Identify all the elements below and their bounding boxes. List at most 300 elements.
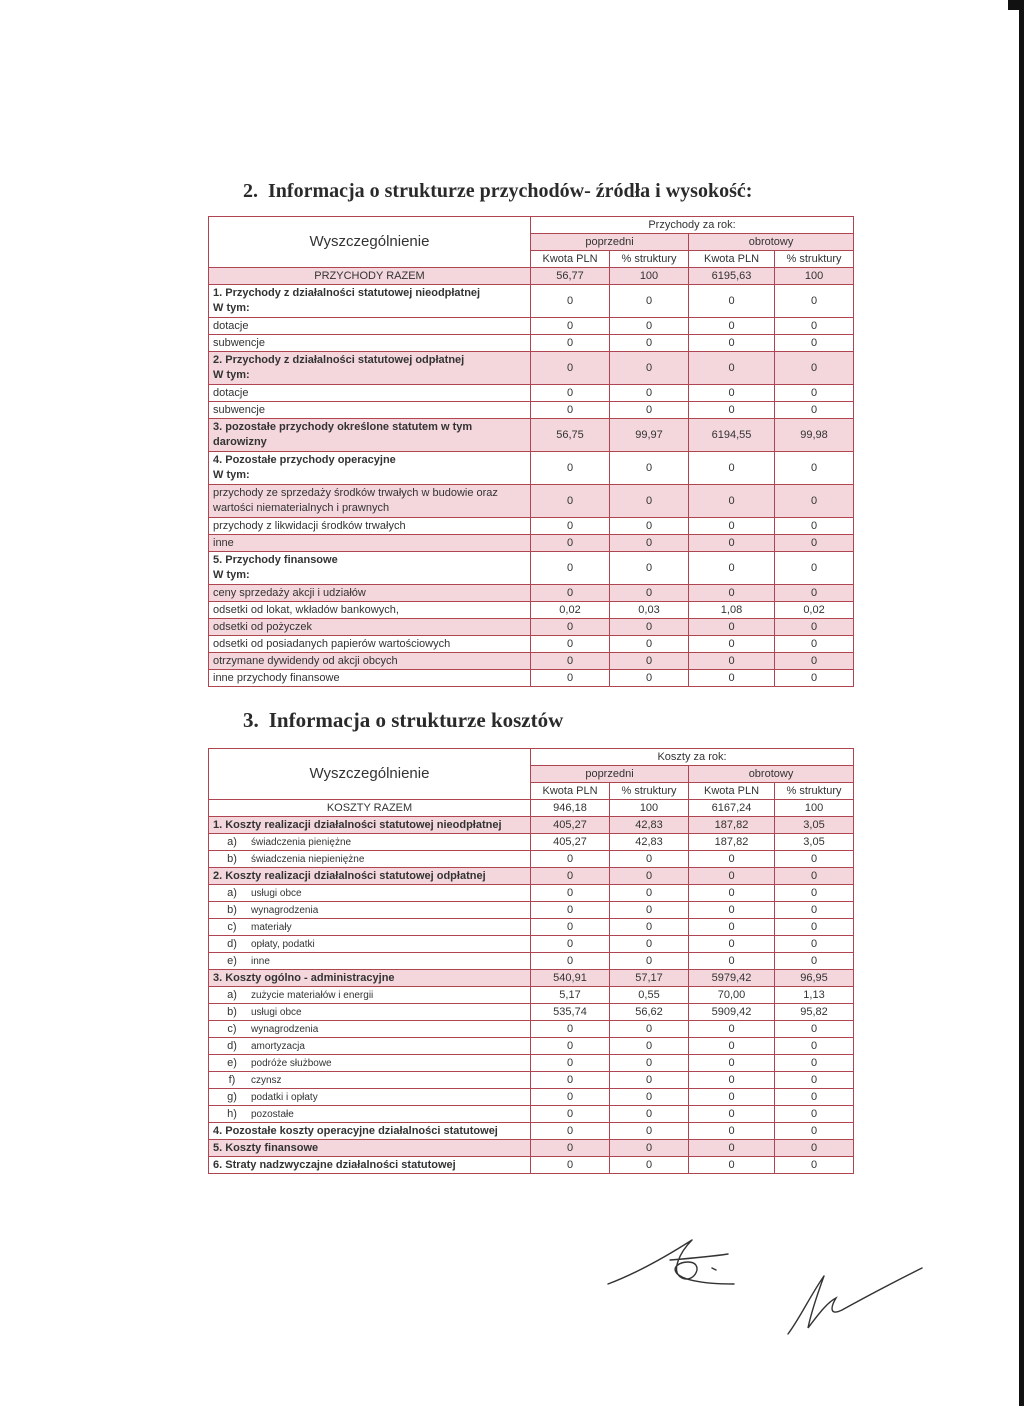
prev-amount-cell: 0 bbox=[531, 452, 610, 485]
row-label: 1. Koszty realizacji działalności statutowej nieodpłatnej bbox=[209, 817, 531, 834]
curr-amount-cell: 6195,63 bbox=[689, 268, 775, 285]
curr-pct-cell: 0 bbox=[775, 1089, 854, 1106]
row-index: d) bbox=[227, 937, 237, 950]
table-row bbox=[209, 585, 854, 602]
row-label: 4. Pozostałe koszty operacyjne działalności statutowej bbox=[209, 1123, 531, 1140]
row-label-text: usługi obce bbox=[251, 887, 302, 899]
curr-pct-cell: 0 bbox=[775, 585, 854, 602]
prev-amount-cell: 0 bbox=[531, 670, 610, 687]
curr-pct-cell: 3,05 bbox=[775, 817, 854, 834]
row-label bbox=[209, 653, 531, 670]
prev-pct-cell: 0 bbox=[610, 953, 689, 970]
table-row bbox=[209, 936, 854, 953]
table-row bbox=[209, 1123, 854, 1140]
prev-amount-cell: 0 bbox=[531, 902, 610, 919]
prev-amount-cell: 0 bbox=[531, 953, 610, 970]
table-row bbox=[209, 318, 854, 335]
row-index: h) bbox=[227, 1107, 237, 1120]
row-label-line: wartości niematerialnych i prawnych bbox=[213, 502, 390, 514]
curr-pct-cell: 96,95 bbox=[775, 970, 854, 987]
row-label bbox=[209, 619, 531, 636]
curr-amount-cell: 0 bbox=[689, 1089, 775, 1106]
prev-amount-cell: 946,18 bbox=[531, 800, 610, 817]
table-row bbox=[209, 352, 854, 385]
prev-pct-cell: 0 bbox=[610, 1089, 689, 1106]
curr-amount-cell: 0 bbox=[689, 936, 775, 953]
costs-section-heading bbox=[243, 708, 563, 733]
row-index: g) bbox=[227, 1090, 237, 1103]
prev-amount-cell: 0 bbox=[531, 1157, 610, 1174]
prev-amount-cell: 0 bbox=[531, 552, 610, 585]
prev-pct-cell: 100 bbox=[610, 268, 689, 285]
row-label bbox=[209, 834, 531, 851]
header-col-pct: % struktury bbox=[775, 251, 854, 268]
curr-amount-cell: 6194,55 bbox=[689, 419, 775, 452]
costs-structure-table bbox=[208, 748, 854, 1174]
row-label bbox=[209, 1021, 531, 1038]
row-label: 6. Straty nadzwyczajne działalności statutowej bbox=[209, 1157, 531, 1174]
row-index: e) bbox=[227, 954, 237, 967]
costs-section-number: 3. bbox=[243, 708, 259, 732]
row-label-text: wynagrodzenia bbox=[251, 904, 319, 916]
prev-pct-cell: 0 bbox=[610, 885, 689, 902]
table-row bbox=[209, 535, 854, 552]
prev-amount-cell: 0 bbox=[531, 385, 610, 402]
row-label-line: inne przychody finansowe bbox=[213, 672, 340, 684]
table-row bbox=[209, 970, 854, 987]
row-label-text: wynagrodzenia bbox=[251, 1023, 319, 1035]
row-index: c) bbox=[227, 1022, 237, 1035]
row-label bbox=[209, 1089, 531, 1106]
table-row bbox=[209, 485, 854, 518]
prev-amount-cell: 56,77 bbox=[531, 268, 610, 285]
curr-pct-cell: 0 bbox=[775, 1038, 854, 1055]
table-row bbox=[209, 800, 854, 817]
curr-pct-cell: 0 bbox=[775, 1140, 854, 1157]
curr-amount-cell: 0 bbox=[689, 485, 775, 518]
prev-pct-cell: 42,83 bbox=[610, 834, 689, 851]
curr-amount-cell: 70,00 bbox=[689, 987, 775, 1004]
curr-amount-cell: 0 bbox=[689, 619, 775, 636]
row-label bbox=[209, 602, 531, 619]
curr-amount-cell: 0 bbox=[689, 585, 775, 602]
curr-pct-cell: 0 bbox=[775, 535, 854, 552]
row-label bbox=[209, 636, 531, 653]
row-label-line: PRZYCHODY RAZEM bbox=[314, 270, 425, 282]
header-prev-year: poprzedni bbox=[531, 234, 689, 251]
curr-pct-cell: 0 bbox=[775, 619, 854, 636]
prev-amount-cell: 0 bbox=[531, 885, 610, 902]
row-label bbox=[209, 1106, 531, 1123]
row-label-line: dotacje bbox=[213, 320, 249, 332]
row-label-line: inne bbox=[213, 537, 234, 549]
prev-pct-cell: 0 bbox=[610, 902, 689, 919]
prev-pct-cell: 100 bbox=[610, 800, 689, 817]
table-row bbox=[209, 335, 854, 352]
curr-pct-cell: 0 bbox=[775, 885, 854, 902]
prev-pct-cell: 56,62 bbox=[610, 1004, 689, 1021]
curr-pct-cell: 0 bbox=[775, 953, 854, 970]
row-label-line: 1. Przychody z działalności statutowej nieodpłatnej bbox=[213, 287, 481, 299]
curr-pct-cell: 95,82 bbox=[775, 1004, 854, 1021]
row-label-text: amortyzacja bbox=[251, 1040, 305, 1052]
row-label-line: 5. Przychody finansowe bbox=[213, 554, 338, 566]
curr-amount-cell: 0 bbox=[689, 352, 775, 385]
prev-amount-cell: 0 bbox=[531, 585, 610, 602]
row-label-text: czynsz bbox=[251, 1074, 282, 1086]
prev-amount-cell: 535,74 bbox=[531, 1004, 610, 1021]
curr-amount-cell: 0 bbox=[689, 653, 775, 670]
row-label bbox=[209, 518, 531, 535]
curr-amount-cell: 0 bbox=[689, 1055, 775, 1072]
table-row bbox=[209, 670, 854, 687]
curr-pct-cell: 0 bbox=[775, 385, 854, 402]
prev-pct-cell: 57,17 bbox=[610, 970, 689, 987]
row-index: d) bbox=[227, 1039, 237, 1052]
header-row-label: Wyszczególnienie bbox=[209, 749, 531, 800]
prev-pct-cell: 0 bbox=[610, 1038, 689, 1055]
row-label-text: opłaty, podatki bbox=[251, 938, 315, 950]
curr-amount-cell: 5909,42 bbox=[689, 1004, 775, 1021]
curr-amount-cell: 0 bbox=[689, 385, 775, 402]
row-label bbox=[209, 885, 531, 902]
income-section-title: Informacja o strukturze przychodów- źródła i wysokość: bbox=[268, 180, 753, 202]
table-row bbox=[209, 868, 854, 885]
prev-amount-cell: 0 bbox=[531, 1021, 610, 1038]
prev-amount-cell: 0 bbox=[531, 285, 610, 318]
signature-1-image bbox=[600, 1232, 760, 1302]
header-group: Koszty za rok: bbox=[531, 749, 854, 766]
row-label-text: świadczenia niepieniężne bbox=[251, 853, 365, 865]
prev-amount-cell: 0 bbox=[531, 485, 610, 518]
row-label-line: dotacje bbox=[213, 387, 249, 399]
curr-amount-cell: 187,82 bbox=[689, 834, 775, 851]
row-label: 2. Koszty realizacji działalności statutowej odpłatnej bbox=[209, 868, 531, 885]
header-curr-year: obrotowy bbox=[689, 234, 854, 251]
table-row bbox=[209, 602, 854, 619]
prev-pct-cell: 0 bbox=[610, 1106, 689, 1123]
row-label-line: subwencje bbox=[213, 337, 265, 349]
curr-pct-cell: 0 bbox=[775, 936, 854, 953]
row-label bbox=[209, 936, 531, 953]
curr-amount-cell: 0 bbox=[689, 670, 775, 687]
row-label bbox=[209, 535, 531, 552]
header-col-amount: Kwota PLN bbox=[531, 783, 610, 800]
prev-pct-cell: 0 bbox=[610, 285, 689, 318]
row-label bbox=[209, 1055, 531, 1072]
prev-pct-cell: 0 bbox=[610, 936, 689, 953]
curr-pct-cell: 3,05 bbox=[775, 834, 854, 851]
prev-pct-cell: 0 bbox=[610, 868, 689, 885]
prev-pct-cell: 0 bbox=[610, 1021, 689, 1038]
signature-2-image bbox=[780, 1262, 930, 1342]
row-label-line: W tym: bbox=[213, 569, 250, 581]
prev-pct-cell: 99,97 bbox=[610, 419, 689, 452]
row-label-line: odsetki od lokat, wkładów bankowych, bbox=[213, 604, 399, 616]
table-row bbox=[209, 518, 854, 535]
curr-amount-cell: 0 bbox=[689, 318, 775, 335]
row-label-line: darowizny bbox=[213, 436, 267, 448]
row-label bbox=[209, 318, 531, 335]
curr-pct-cell: 0 bbox=[775, 636, 854, 653]
curr-pct-cell: 1,13 bbox=[775, 987, 854, 1004]
row-index: f) bbox=[228, 1073, 236, 1086]
prev-amount-cell: 5,17 bbox=[531, 987, 610, 1004]
row-label-text: zużycie materiałów i energii bbox=[251, 989, 374, 1001]
curr-amount-cell: 1,08 bbox=[689, 602, 775, 619]
curr-amount-cell: 0 bbox=[689, 452, 775, 485]
row-label-line: otrzymane dywidendy od akcji obcych bbox=[213, 655, 398, 667]
prev-amount-cell: 405,27 bbox=[531, 817, 610, 834]
row-index: c) bbox=[227, 920, 237, 933]
row-index: a) bbox=[227, 835, 237, 848]
row-label-line: odsetki od posiadanych papierów wartościowych bbox=[213, 638, 451, 650]
prev-amount-cell: 0,02 bbox=[531, 602, 610, 619]
prev-pct-cell: 0 bbox=[610, 535, 689, 552]
curr-amount-cell: 0 bbox=[689, 402, 775, 419]
row-label: KOSZTY RAZEM bbox=[209, 800, 531, 817]
prev-amount-cell: 0 bbox=[531, 936, 610, 953]
curr-pct-cell: 0 bbox=[775, 285, 854, 318]
table-row bbox=[209, 619, 854, 636]
prev-pct-cell: 0,03 bbox=[610, 602, 689, 619]
curr-amount-cell: 6167,24 bbox=[689, 800, 775, 817]
curr-pct-cell: 0 bbox=[775, 1021, 854, 1038]
prev-amount-cell: 0 bbox=[531, 1106, 610, 1123]
curr-pct-cell: 0 bbox=[775, 1055, 854, 1072]
curr-pct-cell: 0 bbox=[775, 902, 854, 919]
prev-amount-cell: 0 bbox=[531, 1055, 610, 1072]
curr-pct-cell: 100 bbox=[775, 268, 854, 285]
prev-pct-cell: 0 bbox=[610, 1072, 689, 1089]
prev-pct-cell: 0 bbox=[610, 1157, 689, 1174]
prev-pct-cell: 0,55 bbox=[610, 987, 689, 1004]
row-label bbox=[209, 953, 531, 970]
curr-pct-cell: 0 bbox=[775, 868, 854, 885]
row-label-line: W tym: bbox=[213, 369, 250, 381]
row-label-line: 3. pozostałe przychody określone statutem w tym bbox=[213, 421, 473, 433]
header-row-label: Wyszczególnienie bbox=[209, 217, 531, 268]
income-section-number: 2. bbox=[243, 180, 258, 202]
curr-pct-cell: 0 bbox=[775, 1072, 854, 1089]
table-row bbox=[209, 885, 854, 902]
table-row bbox=[209, 851, 854, 868]
table-row bbox=[209, 452, 854, 485]
prev-amount-cell: 0 bbox=[531, 636, 610, 653]
curr-pct-cell: 0 bbox=[775, 552, 854, 585]
row-label: 5. Koszty finansowe bbox=[209, 1140, 531, 1157]
row-label bbox=[209, 385, 531, 402]
prev-amount-cell: 0 bbox=[531, 535, 610, 552]
scan-edge-bar bbox=[1019, 0, 1024, 1406]
row-label bbox=[209, 268, 531, 285]
table-row bbox=[209, 1072, 854, 1089]
curr-pct-cell: 0,02 bbox=[775, 602, 854, 619]
prev-amount-cell: 0 bbox=[531, 1089, 610, 1106]
row-label-text: podatki i opłaty bbox=[251, 1091, 318, 1103]
curr-amount-cell: 0 bbox=[689, 868, 775, 885]
row-label-line: W tym: bbox=[213, 302, 250, 314]
row-label-line: przychody z likwidacji środków trwałych bbox=[213, 520, 406, 532]
prev-amount-cell: 0 bbox=[531, 352, 610, 385]
header-group: Przychody za rok: bbox=[531, 217, 854, 234]
table-row bbox=[209, 919, 854, 936]
table-row bbox=[209, 1106, 854, 1123]
curr-pct-cell: 99,98 bbox=[775, 419, 854, 452]
prev-pct-cell: 0 bbox=[610, 851, 689, 868]
row-label-line: odsetki od pożyczek bbox=[213, 621, 313, 633]
header-col-pct: % struktury bbox=[610, 783, 689, 800]
prev-amount-cell: 405,27 bbox=[531, 834, 610, 851]
prev-amount-cell: 0 bbox=[531, 919, 610, 936]
income-structure-table bbox=[208, 216, 854, 687]
prev-pct-cell: 42,83 bbox=[610, 817, 689, 834]
row-label bbox=[209, 902, 531, 919]
curr-amount-cell: 0 bbox=[689, 919, 775, 936]
prev-pct-cell: 0 bbox=[610, 636, 689, 653]
prev-amount-cell: 540,91 bbox=[531, 970, 610, 987]
row-index: e) bbox=[227, 1056, 237, 1069]
prev-amount-cell: 0 bbox=[531, 402, 610, 419]
row-label-line: 2. Przychody z działalności statutowej odpłatnej bbox=[213, 354, 465, 366]
curr-amount-cell: 0 bbox=[689, 1106, 775, 1123]
table-row bbox=[209, 1021, 854, 1038]
header-col-amount: Kwota PLN bbox=[531, 251, 610, 268]
header-col-amount: Kwota PLN bbox=[689, 251, 775, 268]
curr-amount-cell: 0 bbox=[689, 851, 775, 868]
prev-pct-cell: 0 bbox=[610, 485, 689, 518]
row-label-text: podróże służbowe bbox=[251, 1057, 332, 1069]
curr-pct-cell: 0 bbox=[775, 1106, 854, 1123]
prev-amount-cell: 0 bbox=[531, 318, 610, 335]
row-label-line: 4. Pozostałe przychody operacyjne bbox=[213, 454, 396, 466]
curr-amount-cell: 0 bbox=[689, 285, 775, 318]
curr-amount-cell: 0 bbox=[689, 535, 775, 552]
row-label bbox=[209, 585, 531, 602]
prev-pct-cell: 0 bbox=[610, 670, 689, 687]
row-index: b) bbox=[227, 852, 237, 865]
table-row bbox=[209, 653, 854, 670]
header-prev-year: poprzedni bbox=[531, 766, 689, 783]
prev-pct-cell: 0 bbox=[610, 318, 689, 335]
table-row bbox=[209, 1004, 854, 1021]
curr-pct-cell: 0 bbox=[775, 352, 854, 385]
curr-pct-cell: 0 bbox=[775, 851, 854, 868]
table-row bbox=[209, 987, 854, 1004]
row-label bbox=[209, 452, 531, 485]
prev-amount-cell: 0 bbox=[531, 335, 610, 352]
curr-amount-cell: 0 bbox=[689, 1072, 775, 1089]
row-label-text: pozostałe bbox=[251, 1108, 294, 1120]
prev-pct-cell: 0 bbox=[610, 919, 689, 936]
income-section-heading bbox=[243, 180, 752, 203]
table-row bbox=[209, 1055, 854, 1072]
prev-amount-cell: 56,75 bbox=[531, 419, 610, 452]
prev-amount-cell: 0 bbox=[531, 851, 610, 868]
prev-pct-cell: 0 bbox=[610, 1140, 689, 1157]
curr-pct-cell: 0 bbox=[775, 485, 854, 518]
row-label-text: świadczenia pieniężne bbox=[251, 836, 352, 848]
row-label bbox=[209, 670, 531, 687]
row-label bbox=[209, 402, 531, 419]
row-label-line: przychody ze sprzedaży środków trwałych w budowie oraz bbox=[213, 487, 498, 499]
curr-pct-cell: 0 bbox=[775, 653, 854, 670]
prev-pct-cell: 0 bbox=[610, 452, 689, 485]
row-label bbox=[209, 851, 531, 868]
prev-amount-cell: 0 bbox=[531, 1140, 610, 1157]
row-label bbox=[209, 485, 531, 518]
row-label-text: inne bbox=[251, 955, 270, 967]
row-label bbox=[209, 1072, 531, 1089]
row-index: b) bbox=[227, 1005, 237, 1018]
table-row bbox=[209, 402, 854, 419]
curr-pct-cell: 0 bbox=[775, 402, 854, 419]
table-row bbox=[209, 268, 854, 285]
table-row bbox=[209, 385, 854, 402]
row-label bbox=[209, 285, 531, 318]
row-label bbox=[209, 335, 531, 352]
prev-pct-cell: 0 bbox=[610, 352, 689, 385]
table-row bbox=[209, 1038, 854, 1055]
curr-amount-cell: 0 bbox=[689, 902, 775, 919]
curr-pct-cell: 0 bbox=[775, 1123, 854, 1140]
header-curr-year: obrotowy bbox=[689, 766, 854, 783]
prev-amount-cell: 0 bbox=[531, 653, 610, 670]
curr-amount-cell: 0 bbox=[689, 1140, 775, 1157]
prev-pct-cell: 0 bbox=[610, 653, 689, 670]
row-label bbox=[209, 1004, 531, 1021]
row-index: a) bbox=[227, 886, 237, 899]
header-col-amount: Kwota PLN bbox=[689, 783, 775, 800]
table-row bbox=[209, 1089, 854, 1106]
curr-pct-cell: 0 bbox=[775, 1157, 854, 1174]
curr-amount-cell: 0 bbox=[689, 885, 775, 902]
curr-amount-cell: 187,82 bbox=[689, 817, 775, 834]
curr-pct-cell: 0 bbox=[775, 335, 854, 352]
row-label-line: ceny sprzedaży akcji i udziałów bbox=[213, 587, 366, 599]
curr-amount-cell: 0 bbox=[689, 636, 775, 653]
row-index: a) bbox=[227, 988, 237, 1001]
curr-pct-cell: 0 bbox=[775, 919, 854, 936]
header-col-pct: % struktury bbox=[775, 783, 854, 800]
prev-pct-cell: 0 bbox=[610, 385, 689, 402]
row-label bbox=[209, 1038, 531, 1055]
row-label bbox=[209, 919, 531, 936]
row-label-line: W tym: bbox=[213, 469, 250, 481]
curr-amount-cell: 0 bbox=[689, 1123, 775, 1140]
curr-amount-cell: 0 bbox=[689, 1021, 775, 1038]
curr-amount-cell: 0 bbox=[689, 552, 775, 585]
costs-section-title: Informacja o strukturze kosztów bbox=[268, 708, 564, 732]
row-label-text: materiały bbox=[251, 921, 292, 933]
table-row bbox=[209, 419, 854, 452]
table-row bbox=[209, 552, 854, 585]
row-label-text: usługi obce bbox=[251, 1006, 302, 1018]
prev-amount-cell: 0 bbox=[531, 868, 610, 885]
curr-amount-cell: 0 bbox=[689, 1157, 775, 1174]
prev-pct-cell: 0 bbox=[610, 1123, 689, 1140]
table-row bbox=[209, 1140, 854, 1157]
row-index: b) bbox=[227, 903, 237, 916]
prev-pct-cell: 0 bbox=[610, 1055, 689, 1072]
prev-amount-cell: 0 bbox=[531, 1123, 610, 1140]
prev-pct-cell: 0 bbox=[610, 619, 689, 636]
curr-amount-cell: 0 bbox=[689, 1038, 775, 1055]
curr-amount-cell: 0 bbox=[689, 335, 775, 352]
row-label-line: subwencje bbox=[213, 404, 265, 416]
row-label: 3. Koszty ogólno - administracyjne bbox=[209, 970, 531, 987]
table-row bbox=[209, 817, 854, 834]
